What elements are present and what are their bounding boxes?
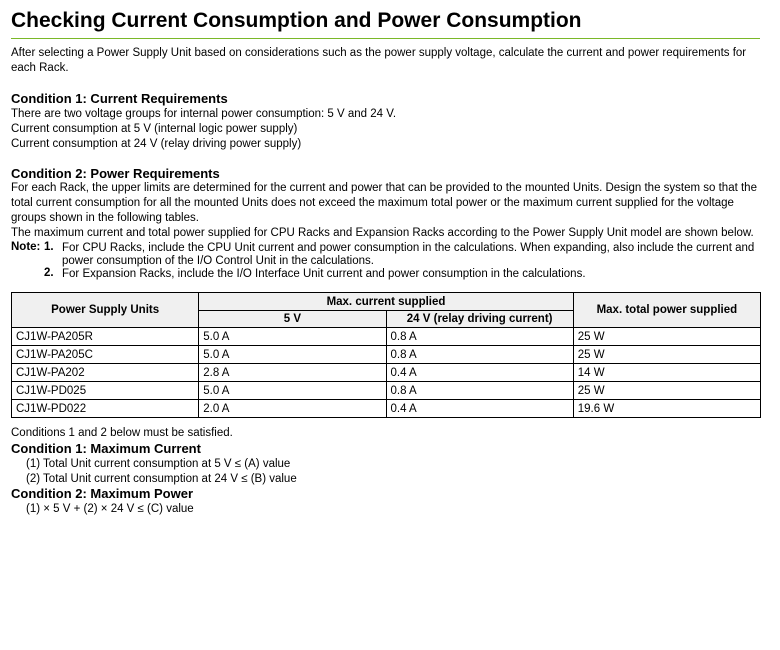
max-current-line-1: (1) Total Unit current consumption at 5 V ≤ (A) value bbox=[26, 458, 291, 470]
condition1-heading: Condition 1: Current Requirements bbox=[11, 91, 228, 106]
header-max-power: Max. total power supplied bbox=[573, 293, 760, 328]
power-cell: 14 W bbox=[573, 364, 760, 382]
condition2-heading: Condition 2: Power Requirements bbox=[11, 166, 220, 181]
current-24v-cell: 0.4 A bbox=[386, 400, 573, 418]
current-5v-cell: 2.0 A bbox=[199, 400, 386, 418]
condition1-line-2: Current consumption at 5 V (internal logic power supply) bbox=[11, 123, 298, 135]
max-power-line: (1) × 5 V + (2) × 24 V ≤ (C) value bbox=[26, 503, 194, 515]
unit-cell: CJ1W-PA205R bbox=[12, 328, 199, 346]
current-5v-cell: 5.0 A bbox=[199, 346, 386, 364]
title-divider bbox=[11, 38, 760, 39]
current-24v-cell: 0.8 A bbox=[386, 382, 573, 400]
condition1-line-1: There are two voltage groups for internal power consumption: 5 V and 24 V. bbox=[11, 108, 397, 120]
unit-cell: CJ1W-PA205C bbox=[12, 346, 199, 364]
current-24v-cell: 0.4 A bbox=[386, 364, 573, 382]
current-5v-cell: 5.0 A bbox=[199, 382, 386, 400]
power-cell: 19.6 W bbox=[573, 400, 760, 418]
current-24v-cell: 0.8 A bbox=[386, 346, 573, 364]
note-label: Note: bbox=[11, 241, 41, 253]
table-row bbox=[12, 364, 761, 382]
current-5v-cell: 2.8 A bbox=[199, 364, 386, 382]
condition2-paragraph-2: The maximum current and total power supplied for CPU Racks and Expansion Racks according to the Power Supply Unit model are shown below. bbox=[11, 227, 754, 239]
table-row bbox=[12, 328, 761, 346]
max-current-heading: Condition 1: Maximum Current bbox=[11, 441, 201, 456]
power-cell: 25 W bbox=[573, 346, 760, 364]
condition1-line-3: Current consumption at 24 V (relay driving power supply) bbox=[11, 138, 302, 150]
unit-cell: CJ1W-PA202 bbox=[12, 364, 199, 382]
condition2-paragraph: For each Rack, the upper limits are determined for the current and power that can be provided to the mounted Units. Design the system so that the total current consumption for all the mounted Units does not exceed the maximum total power or the maximum current supplied for the voltage groups shown in the following tables. bbox=[11, 182, 757, 224]
note-2-text: For Expansion Racks, include the I/O Interface Unit current and power consumption in the calculations. bbox=[62, 268, 586, 280]
max-current-line-2: (2) Total Unit current consumption at 24 V ≤ (B) value bbox=[26, 473, 297, 485]
note-1-number: 1. bbox=[44, 241, 54, 253]
table-row bbox=[12, 382, 761, 400]
note-1-text: For CPU Racks, include the CPU Unit current and power consumption in the calculations. When expanding, also include the current and power consumption of the I/O Control Unit in the calculations. bbox=[62, 242, 755, 267]
power-supply-table bbox=[11, 292, 761, 418]
conditions-satisfied-text: Conditions 1 and 2 below must be satisfied. bbox=[11, 427, 233, 439]
max-power-heading: Condition 2: Maximum Power bbox=[11, 486, 194, 501]
power-cell: 25 W bbox=[573, 328, 760, 346]
unit-cell: CJ1W-PD025 bbox=[12, 382, 199, 400]
table-row bbox=[12, 400, 761, 418]
intro-paragraph: After selecting a Power Supply Unit based on considerations such as the power supply voltage, calculate the current and power requirements for each Rack. bbox=[11, 47, 747, 74]
current-24v-cell: 0.8 A bbox=[386, 328, 573, 346]
header-24v: 24 V (relay driving current) bbox=[386, 311, 573, 328]
header-5v: 5 V bbox=[199, 311, 386, 328]
header-power-supply-units: Power Supply Units bbox=[12, 293, 199, 328]
table-row bbox=[12, 346, 761, 364]
current-5v-cell: 5.0 A bbox=[199, 328, 386, 346]
page-title: Checking Current Consumption and Power Consumption bbox=[11, 9, 582, 32]
unit-cell: CJ1W-PD022 bbox=[12, 400, 199, 418]
header-max-current: Max. current supplied bbox=[199, 293, 574, 311]
power-cell: 25 W bbox=[573, 382, 760, 400]
note-2-number: 2. bbox=[44, 267, 54, 279]
